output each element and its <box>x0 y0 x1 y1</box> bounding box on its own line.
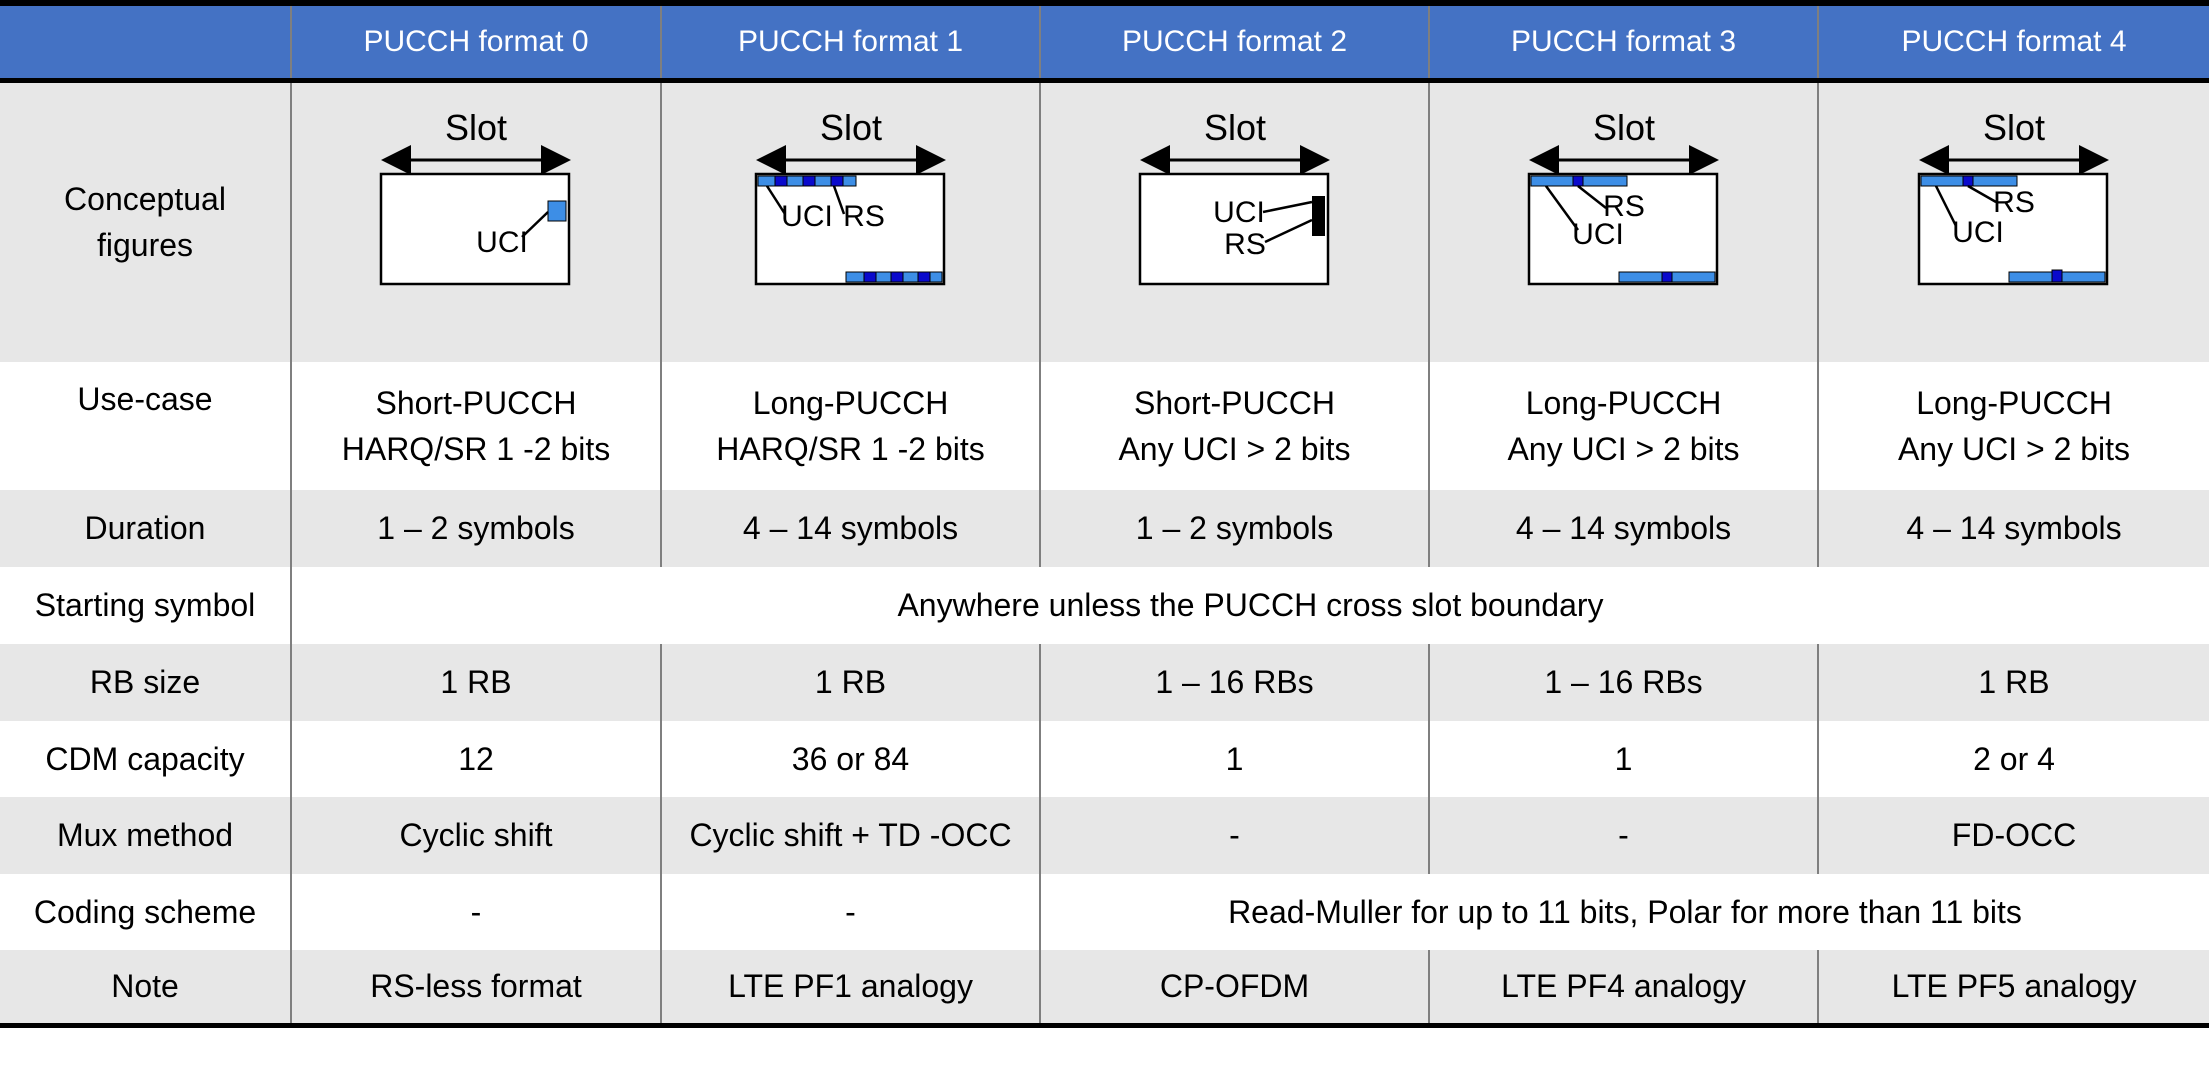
use-case-row <box>0 362 2209 490</box>
uci-label: UCI <box>476 226 528 260</box>
starting-symbol-row <box>0 567 2209 644</box>
row-label: CDM capacity <box>0 721 291 797</box>
duration-cell: 4 – 14 symbols <box>661 490 1040 567</box>
row-label: Duration <box>0 490 291 567</box>
note-cell: LTE PF1 analogy <box>661 950 1040 1026</box>
use-case-line-1: Long-PUCCH <box>752 384 949 421</box>
rs-label: RS <box>842 200 885 234</box>
use-case-line-2: HARQ/SR 1 -2 bits <box>341 430 611 467</box>
slot-label: Slot <box>1982 107 2046 149</box>
use-case-cell <box>1429 362 1818 490</box>
slot-label: Slot <box>819 107 882 149</box>
rs-block <box>831 176 843 186</box>
cdm-capacity-cell: 1 <box>1040 721 1429 797</box>
use-case-line-1: Short-PUCCH <box>1134 384 1335 421</box>
rb-size-cell: 1 – 16 RBs <box>1429 644 1818 721</box>
mux-method-cell: FD-OCC <box>1818 797 2209 874</box>
rs-block <box>918 272 930 282</box>
rs-block <box>891 272 903 282</box>
use-case-line-1: Long-PUCCH <box>1916 384 2112 421</box>
uci-rs-block <box>1312 196 1325 236</box>
rs-block <box>1662 272 1672 282</box>
use-case-cell <box>1818 362 2209 490</box>
figure-format-3 <box>1429 81 1818 362</box>
uci-label: UCI <box>1952 216 2004 250</box>
rb-size-cell: 1 RB <box>661 644 1040 721</box>
slot-box <box>381 174 569 284</box>
rb-size-cell: 1 RB <box>291 644 661 721</box>
format-3-diagram <box>1474 102 1774 342</box>
duration-cell: 4 – 14 symbols <box>1429 490 1818 567</box>
note-cell: CP-OFDM <box>1040 950 1429 1026</box>
header-row <box>0 3 2209 81</box>
rs-label: RS <box>1993 186 2035 220</box>
rb-size-cell: 1 RB <box>1818 644 2209 721</box>
figures-row <box>0 81 2209 362</box>
uci-label: UCI <box>780 200 833 234</box>
use-case-line-2: Any UCI > 2 bits <box>1118 430 1351 467</box>
rs-block <box>2052 270 2062 282</box>
cdm-capacity-cell: 2 or 4 <box>1818 721 2209 797</box>
note-cell: RS-less format <box>291 950 661 1026</box>
rs-block <box>1963 176 1973 186</box>
note-row <box>0 950 2209 1026</box>
header-format-4: PUCCH format 4 <box>1818 3 2209 81</box>
mux-method-row <box>0 797 2209 874</box>
use-case-line-2: HARQ/SR 1 -2 bits <box>716 430 985 467</box>
duration-cell: 4 – 14 symbols <box>1818 490 2209 567</box>
duration-cell: 1 – 2 symbols <box>1040 490 1429 567</box>
header-format-1: PUCCH format 1 <box>661 3 1040 81</box>
use-case-cell <box>661 362 1040 490</box>
figure-format-0 <box>291 81 661 362</box>
rs-label: RS <box>1602 190 1645 224</box>
slot-label: Slot <box>1592 107 1655 149</box>
use-case-cell <box>1040 362 1429 490</box>
header-format-2: PUCCH format 2 <box>1040 3 1429 81</box>
figure-format-1 <box>661 81 1040 362</box>
header-corner <box>0 3 291 81</box>
duration-row <box>0 490 2209 567</box>
figure-format-4 <box>1818 81 2209 362</box>
use-case-cell <box>291 362 661 490</box>
coding-scheme-row <box>0 874 2209 950</box>
format-1-diagram <box>701 102 1001 342</box>
mux-method-cell: - <box>1429 797 1818 874</box>
cdm-capacity-cell: 1 <box>1429 721 1818 797</box>
mux-method-cell: - <box>1040 797 1429 874</box>
figure-format-2 <box>1040 81 1429 362</box>
note-cell: LTE PF4 analogy <box>1429 950 1818 1026</box>
use-case-line-2: Any UCI > 2 bits <box>1897 430 2131 467</box>
header-format-0: PUCCH format 0 <box>291 3 661 81</box>
rs-block <box>775 176 787 186</box>
row-label: Coding scheme <box>0 874 291 950</box>
row-label: Note <box>0 950 291 1026</box>
duration-cell: 1 – 2 symbols <box>291 490 661 567</box>
starting-symbol-cell: Anywhere unless the PUCCH cross slot boundary <box>291 567 2209 644</box>
uci-block <box>548 201 566 221</box>
note-cell: LTE PF5 analogy <box>1818 950 2209 1026</box>
use-case-line-1: Long-PUCCH <box>1525 384 1722 421</box>
uci-label: UCI <box>1571 218 1624 252</box>
rs-block <box>864 272 876 282</box>
rs-label: RS <box>1223 228 1266 262</box>
format-4-diagram <box>1864 102 2164 342</box>
format-0-diagram <box>326 102 626 342</box>
header-format-3: PUCCH format 3 <box>1429 3 1818 81</box>
slot-label: Slot <box>1203 107 1266 149</box>
rb-size-row <box>0 644 2209 721</box>
rs-block <box>803 176 815 186</box>
row-label: Use-case <box>0 362 291 490</box>
row-label: Starting symbol <box>0 567 291 644</box>
uci-label: UCI <box>1212 196 1265 230</box>
row-label: RB size <box>0 644 291 721</box>
format-2-diagram <box>1085 102 1385 342</box>
rb-size-cell: 1 – 16 RBs <box>1040 644 1429 721</box>
rs-block <box>1573 176 1583 186</box>
cdm-capacity-cell: 12 <box>291 721 661 797</box>
slot-label: Slot <box>444 107 508 149</box>
coding-scheme-cell: - <box>291 874 661 950</box>
cdm-capacity-row <box>0 721 2209 797</box>
coding-scheme-cell: - <box>661 874 1040 950</box>
mux-method-cell: Cyclic shift + TD -OCC <box>661 797 1040 874</box>
coding-scheme-merged-cell: Read-Muller for up to 11 bits, Polar for more than 11 bits <box>1040 874 2209 950</box>
row-label: Mux method <box>0 797 291 874</box>
use-case-line-1: Short-PUCCH <box>375 384 577 421</box>
mux-method-cell: Cyclic shift <box>291 797 661 874</box>
figures-label: Conceptual figures <box>64 181 226 264</box>
cdm-capacity-cell: 36 or 84 <box>661 721 1040 797</box>
use-case-line-2: Any UCI > 2 bits <box>1507 430 1740 467</box>
row-label <box>0 81 291 362</box>
